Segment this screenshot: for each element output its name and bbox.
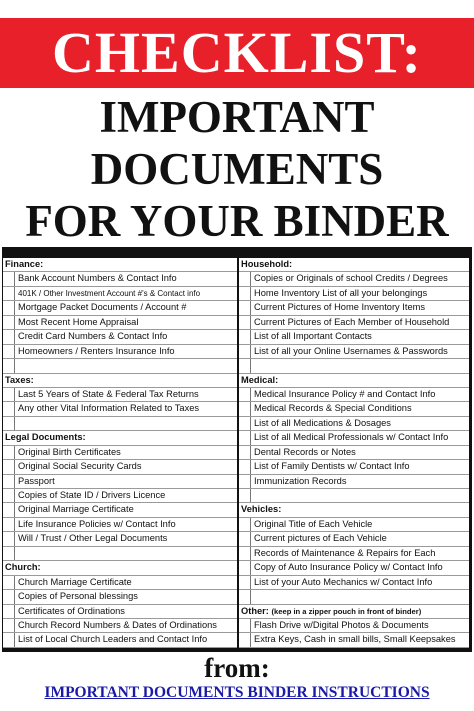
checklist-item-label: Flash Drive w/Digital Photos & Documents [254, 619, 429, 630]
checklist-item [239, 633, 469, 647]
section-heading-label: Taxes: [5, 374, 34, 385]
checklist-item [239, 475, 469, 489]
checklist-item [239, 330, 469, 344]
section-heading-label: Other: [241, 605, 269, 616]
checklist-item-label: Original Title of Each Vehicle [254, 518, 373, 529]
checklist-item [3, 272, 237, 286]
checklist-item [239, 431, 469, 445]
checklist-item [239, 272, 469, 286]
checklist-item [3, 460, 237, 474]
checklist-item [3, 475, 237, 489]
checklist-item [3, 287, 237, 301]
checklist-item [3, 619, 237, 633]
checklist-item-label: Passport [18, 475, 55, 486]
checklist-item-label: List of all your Online Usernames & Passwords [254, 345, 448, 356]
from-label: from: [204, 653, 270, 683]
title-line-2: DOCUMENTS [90, 144, 384, 194]
checklist-item [3, 345, 237, 359]
checklist-item-label: Bank Account Numbers & Contact Info [18, 273, 177, 284]
checklist-item [239, 417, 469, 431]
section-heading [239, 374, 469, 388]
checklist-item-label: List of your Auto Mechanics w/ Contact Info [254, 576, 433, 587]
checklist-item [239, 316, 469, 330]
checklist-item-label: Copy of Auto Insurance Policy w/ Contact Info [254, 562, 443, 573]
checklist-item [239, 345, 469, 359]
checklist-item-label: Last 5 Years of State & Federal Tax Returns [18, 388, 199, 399]
checklist-item [239, 489, 469, 503]
checklist-item-label: Homeowners / Renters Insurance Info [18, 345, 175, 356]
checklist-item-label: List of all Medications & Dosages [254, 417, 391, 428]
checklist-item-label: Dental Records or Notes [254, 446, 356, 457]
checklist-item-label: Copies of State ID / Drivers Licence [18, 490, 166, 500]
checklist-item [239, 301, 469, 315]
checklist-item [3, 489, 237, 503]
checklist-item [3, 532, 237, 546]
checklist-item [3, 402, 237, 416]
checklist-item-label: Immunization Records [254, 475, 347, 486]
checklist-item [239, 359, 469, 373]
section-heading [239, 258, 469, 272]
instructions-link[interactable]: IMPORTANT DOCUMENTS BINDER INSTRUCTIONS [44, 684, 430, 701]
checklist-item-label: Church Record Numbers & Dates of Ordinations [18, 619, 217, 630]
checklist-item [239, 532, 469, 546]
checklist-item-label: Current pictures of Each Vehicle [254, 533, 387, 544]
title-line-3: FOR YOUR BINDER [25, 196, 449, 246]
checklist-heading: CHECKLIST: [52, 20, 422, 85]
section-heading-label: Finance: [5, 259, 44, 269]
checklist-item [3, 446, 237, 460]
checklist-item-label: Certificates of Ordinations [18, 605, 125, 616]
title-line-1: IMPORTANT [99, 92, 375, 142]
checklist-item [239, 576, 469, 590]
checklist-item-label: Original Birth Certificates [18, 446, 121, 457]
checklist-item-label: Current Pictures of Home Inventory Items [254, 302, 426, 313]
section-heading-label: Legal Documents: [5, 432, 86, 443]
checklist-item [239, 547, 469, 561]
section-heading-label: Church: [5, 562, 41, 573]
section-heading [239, 503, 469, 517]
checklist-item [3, 301, 237, 315]
checklist-item-label: Extra Keys, Cash in small bills, Small Keepsakes [254, 634, 456, 645]
checklist-item-label: Credit Card Numbers & Contact Info [18, 331, 168, 342]
checklist-item-label: Life Insurance Policies w/ Contact Info [18, 518, 176, 529]
checklist-item-label: 401K / Other Investment Account #'s & Contact info [18, 288, 201, 298]
checklist-item [3, 518, 237, 532]
checklist-item [3, 576, 237, 590]
checklist-item [239, 561, 469, 575]
checklist-item-label: Current Pictures of Each Member of Household [254, 316, 450, 327]
checklist-item-label: Records of Maintenance & Repairs for Each [254, 547, 436, 558]
checklist-item-label: List of all Important Contacts [254, 331, 372, 342]
checklist-item [239, 287, 469, 301]
checklist-item-label: Copies of Personal blessings [18, 591, 138, 602]
checklist-item-label: Original Marriage Certificate [18, 504, 134, 515]
section-heading-label: Vehicles: [241, 504, 282, 515]
checklist-item-label: Church Marriage Certificate [18, 576, 132, 587]
checklist-item-label: Copies or Originals of school Credits / Degrees [254, 273, 448, 284]
checklist-item-label: List of Family Dentists w/ Contact Info [254, 461, 410, 472]
checklist-item-label: List of all Medical Professionals w/ Contact Info [254, 432, 449, 443]
checklist-item [3, 633, 237, 647]
checklist-item [239, 388, 469, 402]
section-heading [3, 258, 237, 272]
section-heading-label: Household: [241, 259, 293, 269]
checklist-item [239, 460, 469, 474]
checklist-item [239, 590, 469, 604]
checklist-item [239, 619, 469, 633]
checklist-item [239, 518, 469, 532]
checklist-item [3, 547, 237, 561]
checklist-item [3, 417, 237, 431]
section-heading [3, 374, 237, 388]
checklist-item [239, 446, 469, 460]
checklist-item [3, 359, 237, 373]
section-heading [239, 605, 469, 619]
left-column [3, 258, 237, 648]
section-heading [3, 431, 237, 445]
checklist-item [3, 316, 237, 330]
checklist-item-label: Mortgage Packet Documents / Account # [18, 302, 187, 313]
section-heading-label: Medical: [241, 374, 279, 385]
checklist-item [3, 330, 237, 344]
section-heading [3, 561, 237, 575]
checklist-item [3, 590, 237, 604]
checklist-item-label: Will / Trust / Other Legal Documents [18, 533, 168, 544]
checklist-item-label: Medical Records & Special Conditions [254, 403, 412, 414]
checklist-item-label: Home Inventory List of all your belongings [254, 287, 428, 298]
checklist-item-label: Most Recent Home Appraisal [18, 316, 139, 327]
section-heading-note: (keep in a zipper pouch in front of binder) [271, 606, 422, 616]
right-column [239, 258, 469, 648]
checklist-item [3, 605, 237, 619]
checklist-item [239, 402, 469, 416]
checklist-item [3, 503, 237, 517]
checklist-item-label: Medical Insurance Policy # and Contact Info [254, 388, 436, 399]
checklist-item-label: Any other Vital Information Related to Taxes [18, 403, 200, 414]
checklist-item-label: List of Local Church Leaders and Contact Info [18, 634, 208, 645]
checklist-grid [3, 258, 469, 648]
checklist-item [3, 388, 237, 402]
checklist-item-label: Original Social Security Cards [18, 461, 142, 472]
